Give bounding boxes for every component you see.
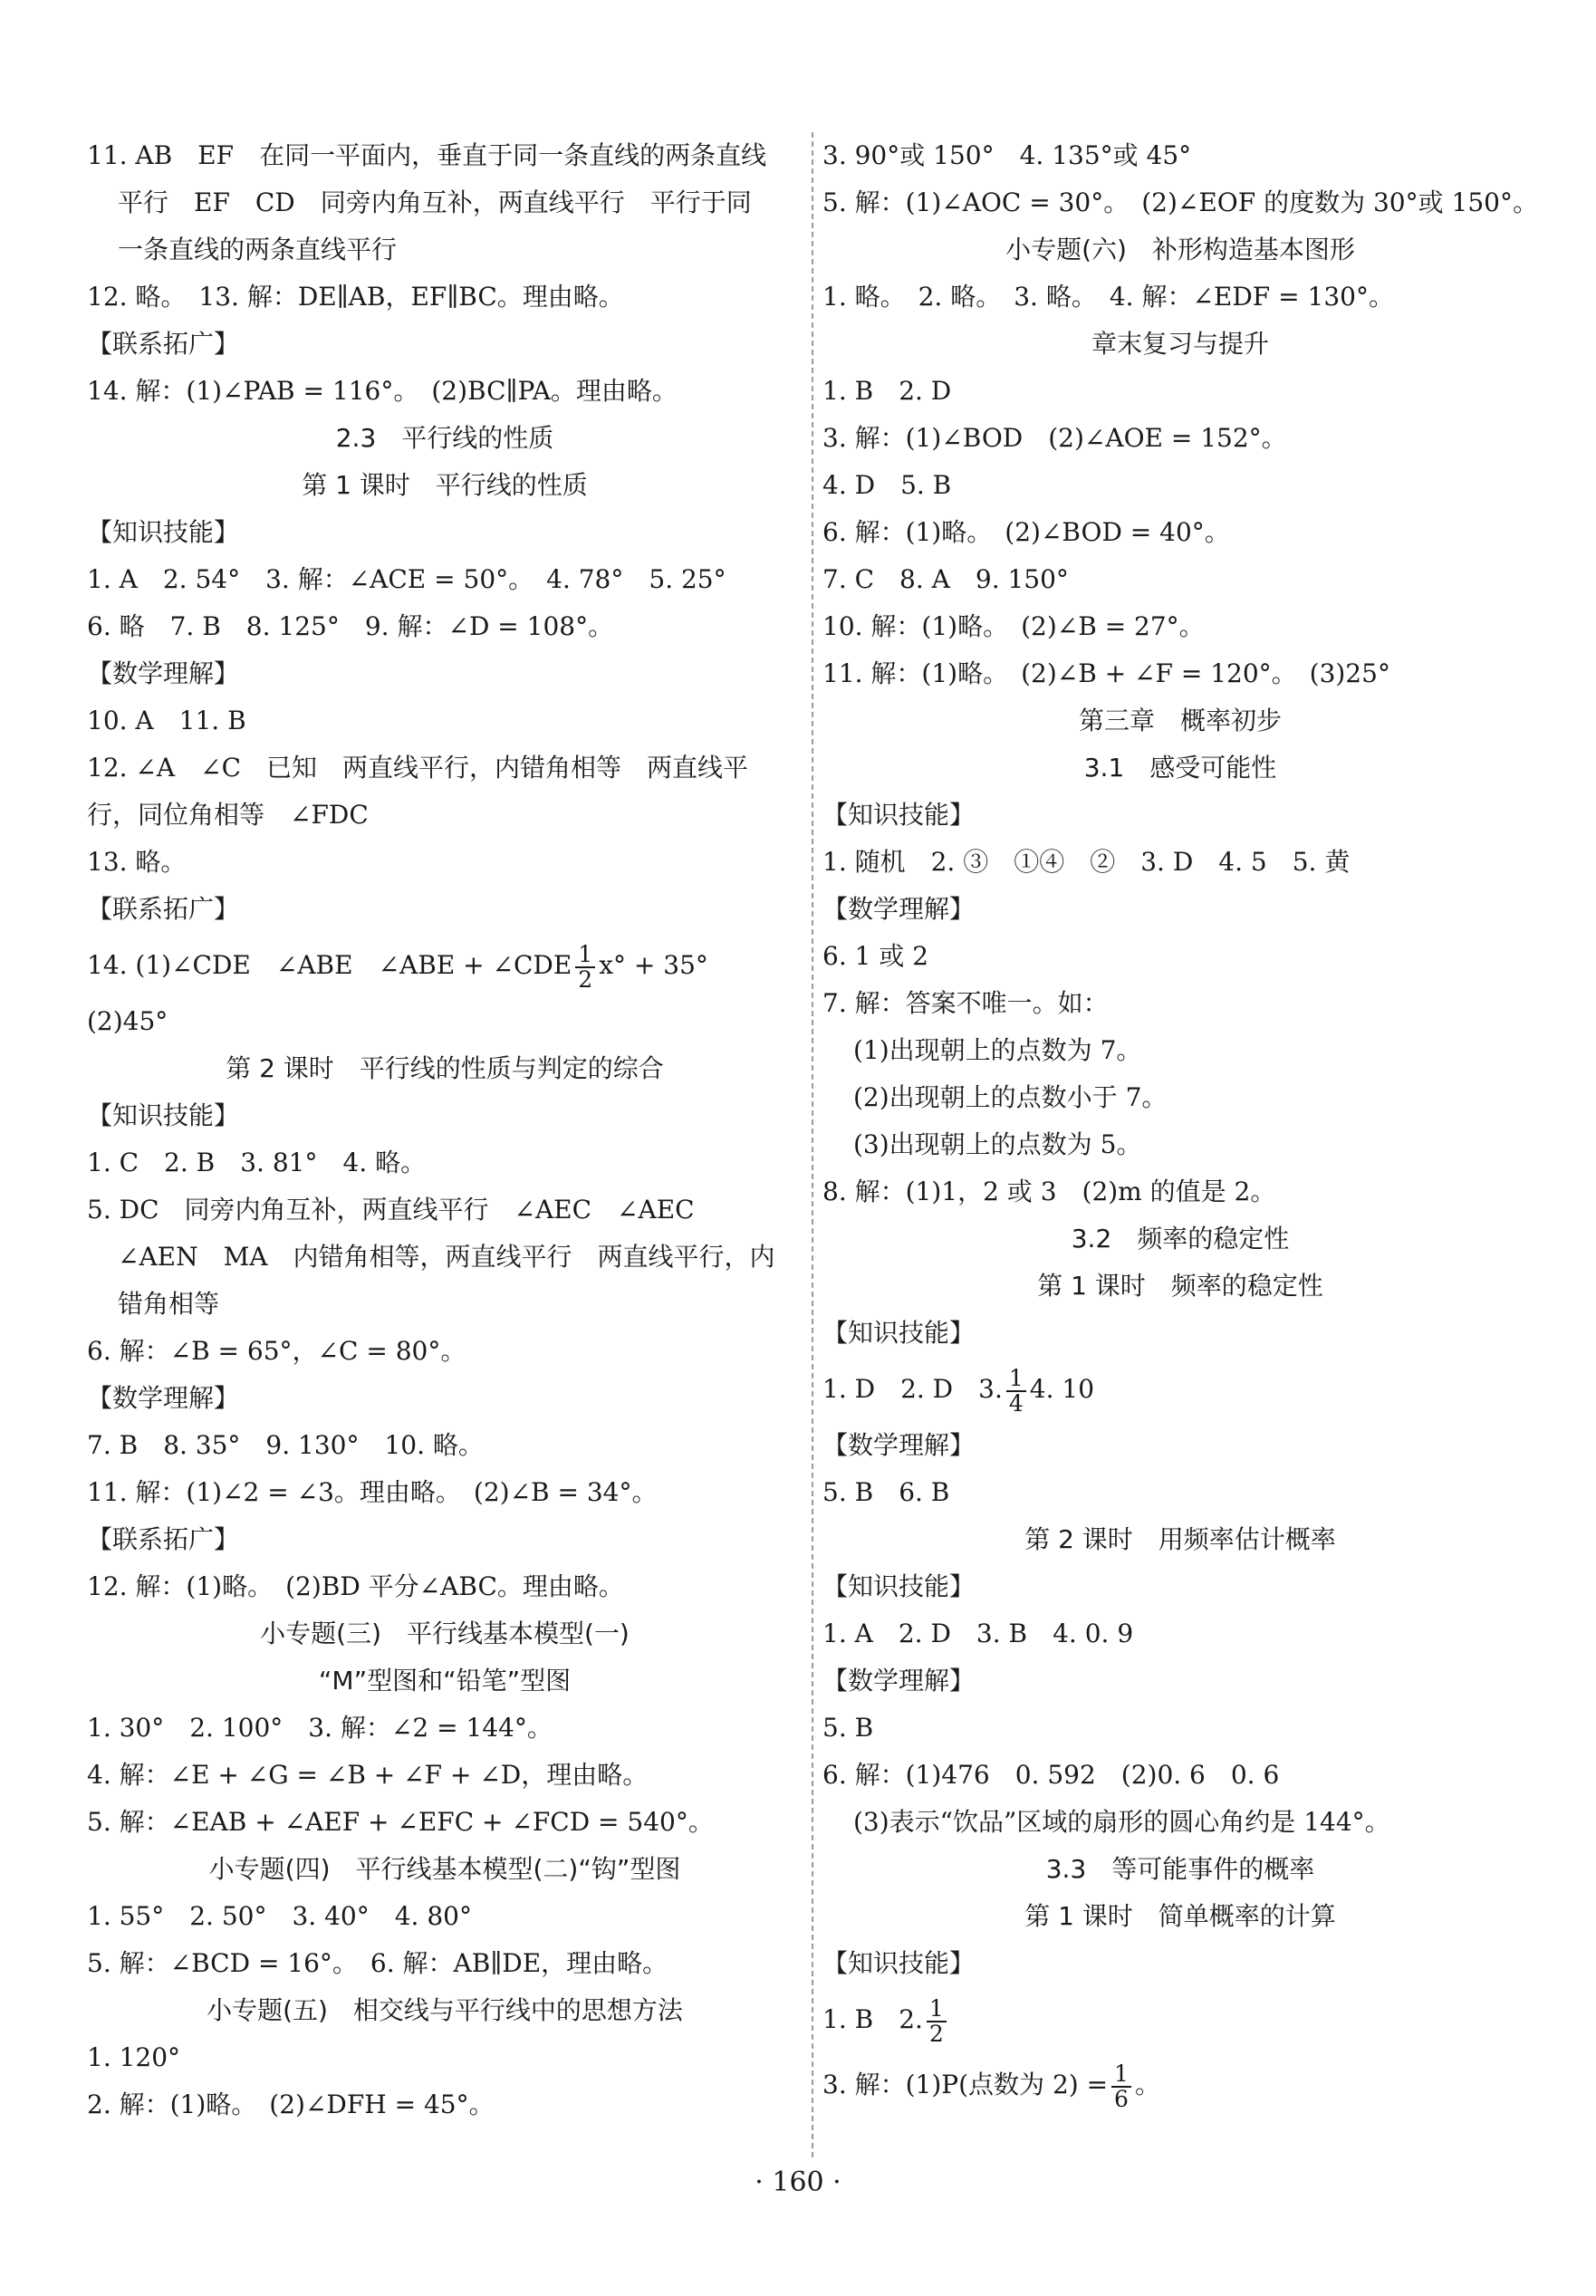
subsection-label: [822, 1657, 1538, 1705]
answer-line: [822, 603, 1538, 650]
line-text: 8. 解：(1)1，2 或 3 (2)m 的值是 2。: [822, 1177, 1276, 1206]
left-column: [87, 132, 803, 2128]
line-text: 7. 解：答案不唯一。如：: [822, 988, 1109, 1018]
line-text: 1. C 2. B 3. 81° 4. 略。: [87, 1148, 427, 1177]
line-text: (3)出现朝上的点数为 5。: [853, 1129, 1142, 1159]
section-heading: [822, 1893, 1538, 1940]
answer-line: [87, 1328, 803, 1375]
answer-line: [822, 1074, 1538, 1121]
line-text: 【知识技能】: [87, 1100, 240, 1130]
line-text-after: 。: [1134, 2070, 1160, 2099]
line-text: 【数学理解】: [87, 1383, 240, 1413]
line-text: 行，同位角相等 ∠FDC: [87, 800, 369, 830]
line-text: 1. B 2. D: [822, 376, 952, 406]
line-text: 5. 解：(1)∠AOC = 30°。 (2)∠EOF 的度数为 30°或 150°。: [822, 187, 1538, 217]
answer-line: [87, 1281, 803, 1328]
answer-line: [87, 1469, 803, 1516]
subsection-label: [87, 650, 803, 697]
line-text: (1)出现朝上的点数为 7。: [853, 1035, 1142, 1065]
answer-line: [822, 980, 1538, 1027]
fraction-denominator: 2: [928, 2020, 944, 2047]
line-text: 小专题(三) 平行线基本模型(一): [260, 1619, 630, 1648]
answer-line: [87, 603, 803, 650]
line-text: 12. 略。 13. 解：DE∥AB，EF∥BC。理由略。: [87, 282, 624, 312]
line-text: 第 1 课时 频率的稳定性: [1037, 1271, 1323, 1301]
answer-line: [822, 1027, 1538, 1074]
line-text: ∠AEN MA 内错角相等，两直线平行 两直线平行，内: [118, 1242, 775, 1272]
answer-line: [87, 226, 803, 274]
subsection-label: [822, 886, 1538, 933]
line-text: 3. 解：(1)∠BOD (2)∠AOE = 152°。: [822, 423, 1287, 453]
line-text: 1. 55° 2. 50° 3. 40° 4. 80°: [87, 1901, 472, 1931]
line-text: (3)表示“饮品”区域的扇形的圆心角约是 144°。: [853, 1807, 1390, 1837]
answer-line: [87, 556, 803, 603]
line-text: 【知识技能】: [822, 800, 976, 830]
answer-line: [822, 556, 1538, 603]
section-heading: [87, 415, 803, 462]
line-text: (2)45°: [87, 1006, 168, 1036]
answer-line: [822, 132, 1538, 179]
answer-line: [87, 1234, 803, 1281]
line-text: 【数学理解】: [822, 894, 976, 924]
subsection-label: [822, 1310, 1538, 1357]
line-text: 4. D 5. B: [822, 470, 952, 500]
subsection-label: [822, 1563, 1538, 1610]
line-text: 6. 1 或 2: [822, 941, 929, 971]
subsection-label: [822, 792, 1538, 839]
answer-line: [87, 2081, 803, 2128]
line-text: 2. 解：(1)略。 (2)∠DFH = 45°。: [87, 2089, 495, 2119]
line-text: 11. 解：(1)略。 (2)∠B + ∠F = 120°。 (3)25°: [822, 658, 1390, 688]
line-text: 14. 解：(1)∠PAB = 116°。 (2)BC∥PA。理由略。: [87, 376, 678, 406]
answer-line: [822, 1121, 1538, 1168]
line-text: 3.2 频率的稳定性: [1071, 1224, 1290, 1254]
line-text: 错角相等: [118, 1289, 220, 1319]
answer-line: [822, 1610, 1538, 1657]
section-heading: [87, 1045, 803, 1092]
line-text: 12. 解：(1)略。 (2)BD 平分∠ABC。理由略。: [87, 1571, 624, 1601]
line-text: 【知识技能】: [87, 517, 240, 547]
answer-line: [822, 1705, 1538, 1752]
line-text: 5. 解：∠BCD = 16°。 6. 解：AB∥DE，理由略。: [87, 1948, 668, 1978]
line-text: 1. 随机 2. ③ ①④ ② 3. D 4. 5 5. 黄: [822, 847, 1351, 877]
section-heading: [822, 1215, 1538, 1263]
answer-line: [87, 132, 803, 179]
section-heading: [822, 226, 1538, 274]
fraction: [927, 1994, 947, 2047]
line-text-after: 4. 10: [1029, 1374, 1095, 1404]
fraction-denominator: 2: [578, 965, 593, 993]
line-text: 12. ∠A ∠C 已知 两直线平行，内错角相等 两直线平: [87, 753, 748, 783]
answer-line: [87, 745, 803, 792]
line-text: 5. DC 同旁内角互补，两直线平行 ∠AEC ∠AEC: [87, 1195, 695, 1225]
line-text: 第 1 课时 平行线的性质: [302, 470, 588, 500]
answer-line: [87, 1893, 803, 1940]
answer-line: [822, 1168, 1538, 1215]
answer-line: [822, 650, 1538, 697]
line-text: 11. 解：(1)∠2 = ∠3。理由略。 (2)∠B = 34°。: [87, 1477, 658, 1507]
line-text: 6. 略 7. B 8. 125° 9. 解：∠D = 108°。: [87, 611, 614, 641]
answer-line: [87, 2034, 803, 2081]
line-text: 第三章 概率初步: [1078, 706, 1282, 735]
right-column: [822, 132, 1538, 2118]
line-text: 3.1 感受可能性: [1083, 753, 1277, 783]
line-text: 6. 解：(1)略。 (2)∠BOD = 40°。: [822, 517, 1230, 547]
line-text: 小专题(六) 补形构造基本图形: [1005, 235, 1355, 264]
line-text: 14. (1)∠CDE ∠ABE ∠ABE + ∠CDE: [87, 950, 572, 980]
section-heading: [822, 321, 1538, 368]
line-text: 3. 解：(1)P(点数为 2) =: [822, 2070, 1109, 2099]
line-text: 【数学理解】: [822, 1430, 976, 1460]
line-text: 5. B 6. B: [822, 1477, 950, 1507]
line-text: 第 2 课时 用频率估计概率: [1024, 1524, 1336, 1554]
fraction: [575, 940, 595, 993]
line-text: 1. B 2.: [822, 2004, 923, 2034]
page-number: · 160 ·: [755, 2166, 841, 2198]
line-text: 小专题(四) 平行线基本模型(二)“钩”型图: [208, 1854, 681, 1884]
line-text: 10. 解：(1)略。 (2)∠B = 27°。: [822, 611, 1205, 641]
section-heading: [822, 1846, 1538, 1893]
answer-line: [87, 1799, 803, 1846]
answer-line: [822, 1752, 1538, 1799]
line-text: 平行 EF CD 同旁内角互补，两直线平行 平行于同: [118, 187, 752, 217]
line-text: 一条直线的两条直线平行: [118, 235, 398, 264]
answer-line: [87, 792, 803, 839]
answer-line: [87, 368, 803, 415]
fraction-numerator: 1: [927, 1997, 947, 2022]
line-text: 小专题(五) 相交线与平行线中的思想方法: [207, 1995, 683, 2025]
answer-line: [87, 1186, 803, 1234]
subsection-label: [822, 1940, 1538, 1987]
line-text: 7. B 8. 35° 9. 130° 10. 略。: [87, 1430, 484, 1460]
answer-line: [822, 179, 1538, 226]
line-text: 7. C 8. A 9. 150°: [822, 564, 1069, 594]
line-text: 【联系拓广】: [87, 1524, 240, 1554]
answer-line: [822, 274, 1538, 321]
answer-line: [822, 1357, 1538, 1422]
answer-line: [822, 2052, 1538, 2118]
answer-line: [87, 1139, 803, 1186]
subsection-label: [87, 1092, 803, 1139]
answer-line: [822, 1799, 1538, 1846]
section-heading: [822, 1263, 1538, 1310]
section-heading: [87, 1657, 803, 1705]
answer-line: [822, 509, 1538, 556]
answer-line: [87, 839, 803, 886]
line-text: 3. 90°或 150° 4. 135°或 45°: [822, 140, 1192, 170]
section-heading: [822, 697, 1538, 745]
answer-line: [822, 933, 1538, 980]
answer-line: [87, 1422, 803, 1469]
line-text: 6. 解：∠B = 65°，∠C = 80°。: [87, 1336, 466, 1366]
line-text: 5. B: [822, 1713, 874, 1743]
line-text: 1. A 2. D 3. B 4. 0. 9: [822, 1619, 1134, 1648]
answer-line: [822, 839, 1538, 886]
answer-line: [822, 415, 1538, 462]
subsection-label: [87, 1516, 803, 1563]
line-text: 10. A 11. B: [87, 706, 246, 735]
answer-line: [87, 1940, 803, 1987]
answer-line: [87, 1563, 803, 1610]
section-heading: [87, 1846, 803, 1893]
line-text: 【联系拓广】: [87, 329, 240, 359]
line-text: 1. 120°: [87, 2042, 181, 2072]
answer-line: [87, 1752, 803, 1799]
answer-line: [87, 274, 803, 321]
answer-line: [822, 1469, 1538, 1516]
line-text: 4. 解：∠E + ∠G = ∠B + ∠F + ∠D，理由略。: [87, 1760, 649, 1790]
section-heading: [822, 1516, 1538, 1563]
line-text: 3.3 等可能事件的概率: [1045, 1854, 1315, 1884]
line-text: 第 1 课时 简单概率的计算: [1024, 1901, 1336, 1931]
fraction-numerator: 1: [1111, 2062, 1131, 2088]
line-text: 6. 解：(1)476 0. 592 (2)0. 6 0. 6: [822, 1760, 1280, 1790]
fraction: [1111, 2062, 1131, 2111]
line-text: 第 2 课时 平行线的性质与判定的综合: [226, 1053, 664, 1083]
subsection-label: [87, 509, 803, 556]
line-text: 【知识技能】: [822, 1318, 976, 1348]
subsection-label: [87, 886, 803, 933]
line-text: 【知识技能】: [822, 1948, 976, 1978]
line-text: 1. D 2. D 3.: [822, 1374, 1003, 1404]
line-text: 11. AB EF 在同一平面内，垂直于同一条直线的两条直线: [87, 140, 767, 170]
fraction-numerator: 1: [1006, 1367, 1026, 1392]
section-heading: [87, 1610, 803, 1657]
section-heading: [87, 1987, 803, 2034]
subsection-label: [87, 1375, 803, 1422]
line-text: (2)出现朝上的点数小于 7。: [853, 1082, 1168, 1112]
line-text: 13. 略。: [87, 847, 187, 877]
fraction-numerator: 1: [575, 943, 595, 968]
line-text: 【联系拓广】: [87, 894, 240, 924]
line-text: 2.3 平行线的性质: [335, 423, 554, 453]
answer-line: [822, 1987, 1538, 2052]
line-text-after: x° + 35°: [599, 950, 708, 980]
line-text: 5. 解：∠EAB + ∠AEF + ∠EFC + ∠FCD = 540°。: [87, 1807, 714, 1837]
line-text: 章末复习与提升: [1091, 329, 1269, 359]
section-heading: [822, 745, 1538, 792]
line-text: 【数学理解】: [87, 658, 240, 688]
fraction: [1006, 1364, 1026, 1417]
line-text: 1. 略。 2. 略。 3. 略。 4. 解：∠EDF = 130°。: [822, 282, 1394, 312]
answer-line: [87, 697, 803, 745]
answer-line: [87, 179, 803, 226]
answer-line: [822, 368, 1538, 415]
answer-line: [87, 933, 803, 998]
fraction-denominator: 6: [1114, 2085, 1129, 2112]
answer-line: [822, 462, 1538, 509]
section-heading: [87, 462, 803, 509]
fraction-denominator: 4: [1008, 1389, 1024, 1417]
subsection-label: [822, 1422, 1538, 1469]
line-text: 【知识技能】: [822, 1571, 976, 1601]
answer-line: [87, 1705, 803, 1752]
answer-line: [87, 998, 803, 1045]
line-text: 【数学理解】: [822, 1666, 976, 1696]
column-divider: [812, 132, 813, 2157]
subsection-label: [87, 321, 803, 368]
line-text: 1. A 2. 54° 3. 解：∠ACE = 50°。 4. 78° 5. 25°: [87, 564, 726, 594]
line-text: “M”型图和“铅笔”型图: [318, 1666, 572, 1696]
line-text: 1. 30° 2. 100° 3. 解：∠2 = 144°。: [87, 1713, 553, 1743]
